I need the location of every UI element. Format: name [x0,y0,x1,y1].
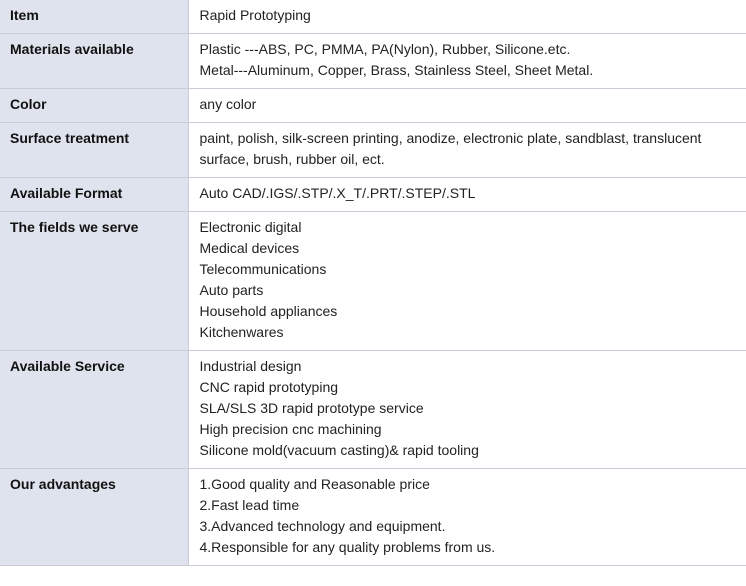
table-row-color [0,89,746,123]
row-label: Surface treatment [0,123,188,178]
table-row-advantages [0,469,746,566]
value-line: Rapid Prototyping [199,7,311,23]
row-value [188,0,746,34]
table-row-surface-treatment [0,123,746,178]
value-line: Auto CAD/.IGS/.STP/.X_T/.PRT/.STEP/.STL [199,185,476,201]
value-line: Silicone mold(vacuum casting)& rapid tooling [199,442,479,458]
value-line: paint, polish, silk-screen printing, anodize, electronic plate, sandblast, translucent [199,130,702,146]
value-line: SLA/SLS 3D rapid prototype service [199,400,424,416]
value-line: Household appliances [199,303,338,319]
row-label: Available Service [0,351,188,469]
table-row-materials [0,34,746,89]
table-row-format [0,178,746,212]
table-row-item [0,0,746,34]
row-label: Materials available [0,34,188,89]
value-line: 4.Responsible for any quality problems from us. [199,539,496,555]
row-value [188,212,746,351]
value-line: Telecommunications [199,261,327,277]
value-line: Industrial design [199,358,302,374]
row-label: The fields we serve [0,212,188,351]
row-value [188,351,746,469]
value-line: High precision cnc machining [199,421,382,437]
value-line: Plastic ---ABS, PC, PMMA, PA(Nylon), Rubber, Silicone.etc. [199,41,571,57]
value-line: surface, brush, rubber oil, ect. [199,151,385,167]
value-line: Auto parts [199,282,264,298]
row-label: Item [0,0,188,34]
value-line: Metal---Aluminum, Copper, Brass, Stainless Steel, Sheet Metal. [199,62,594,78]
value-line: CNC rapid prototyping [199,379,339,395]
table-row-fields [0,212,746,351]
row-value [188,469,746,566]
value-line: any color [199,96,257,112]
value-line: 1.Good quality and Reasonable price [199,476,430,492]
row-value [188,89,746,123]
value-line: 2.Fast lead time [199,497,300,513]
table-row-service [0,351,746,469]
value-line: Kitchenwares [199,324,284,340]
value-line: Medical devices [199,240,300,256]
row-value [188,123,746,178]
value-line: 3.Advanced technology and equipment. [199,518,446,534]
row-label: Available Format [0,178,188,212]
row-label: Color [0,89,188,123]
row-value [188,34,746,89]
value-line: Electronic digital [199,219,302,235]
row-label: Our advantages [0,469,188,566]
row-value [188,178,746,212]
